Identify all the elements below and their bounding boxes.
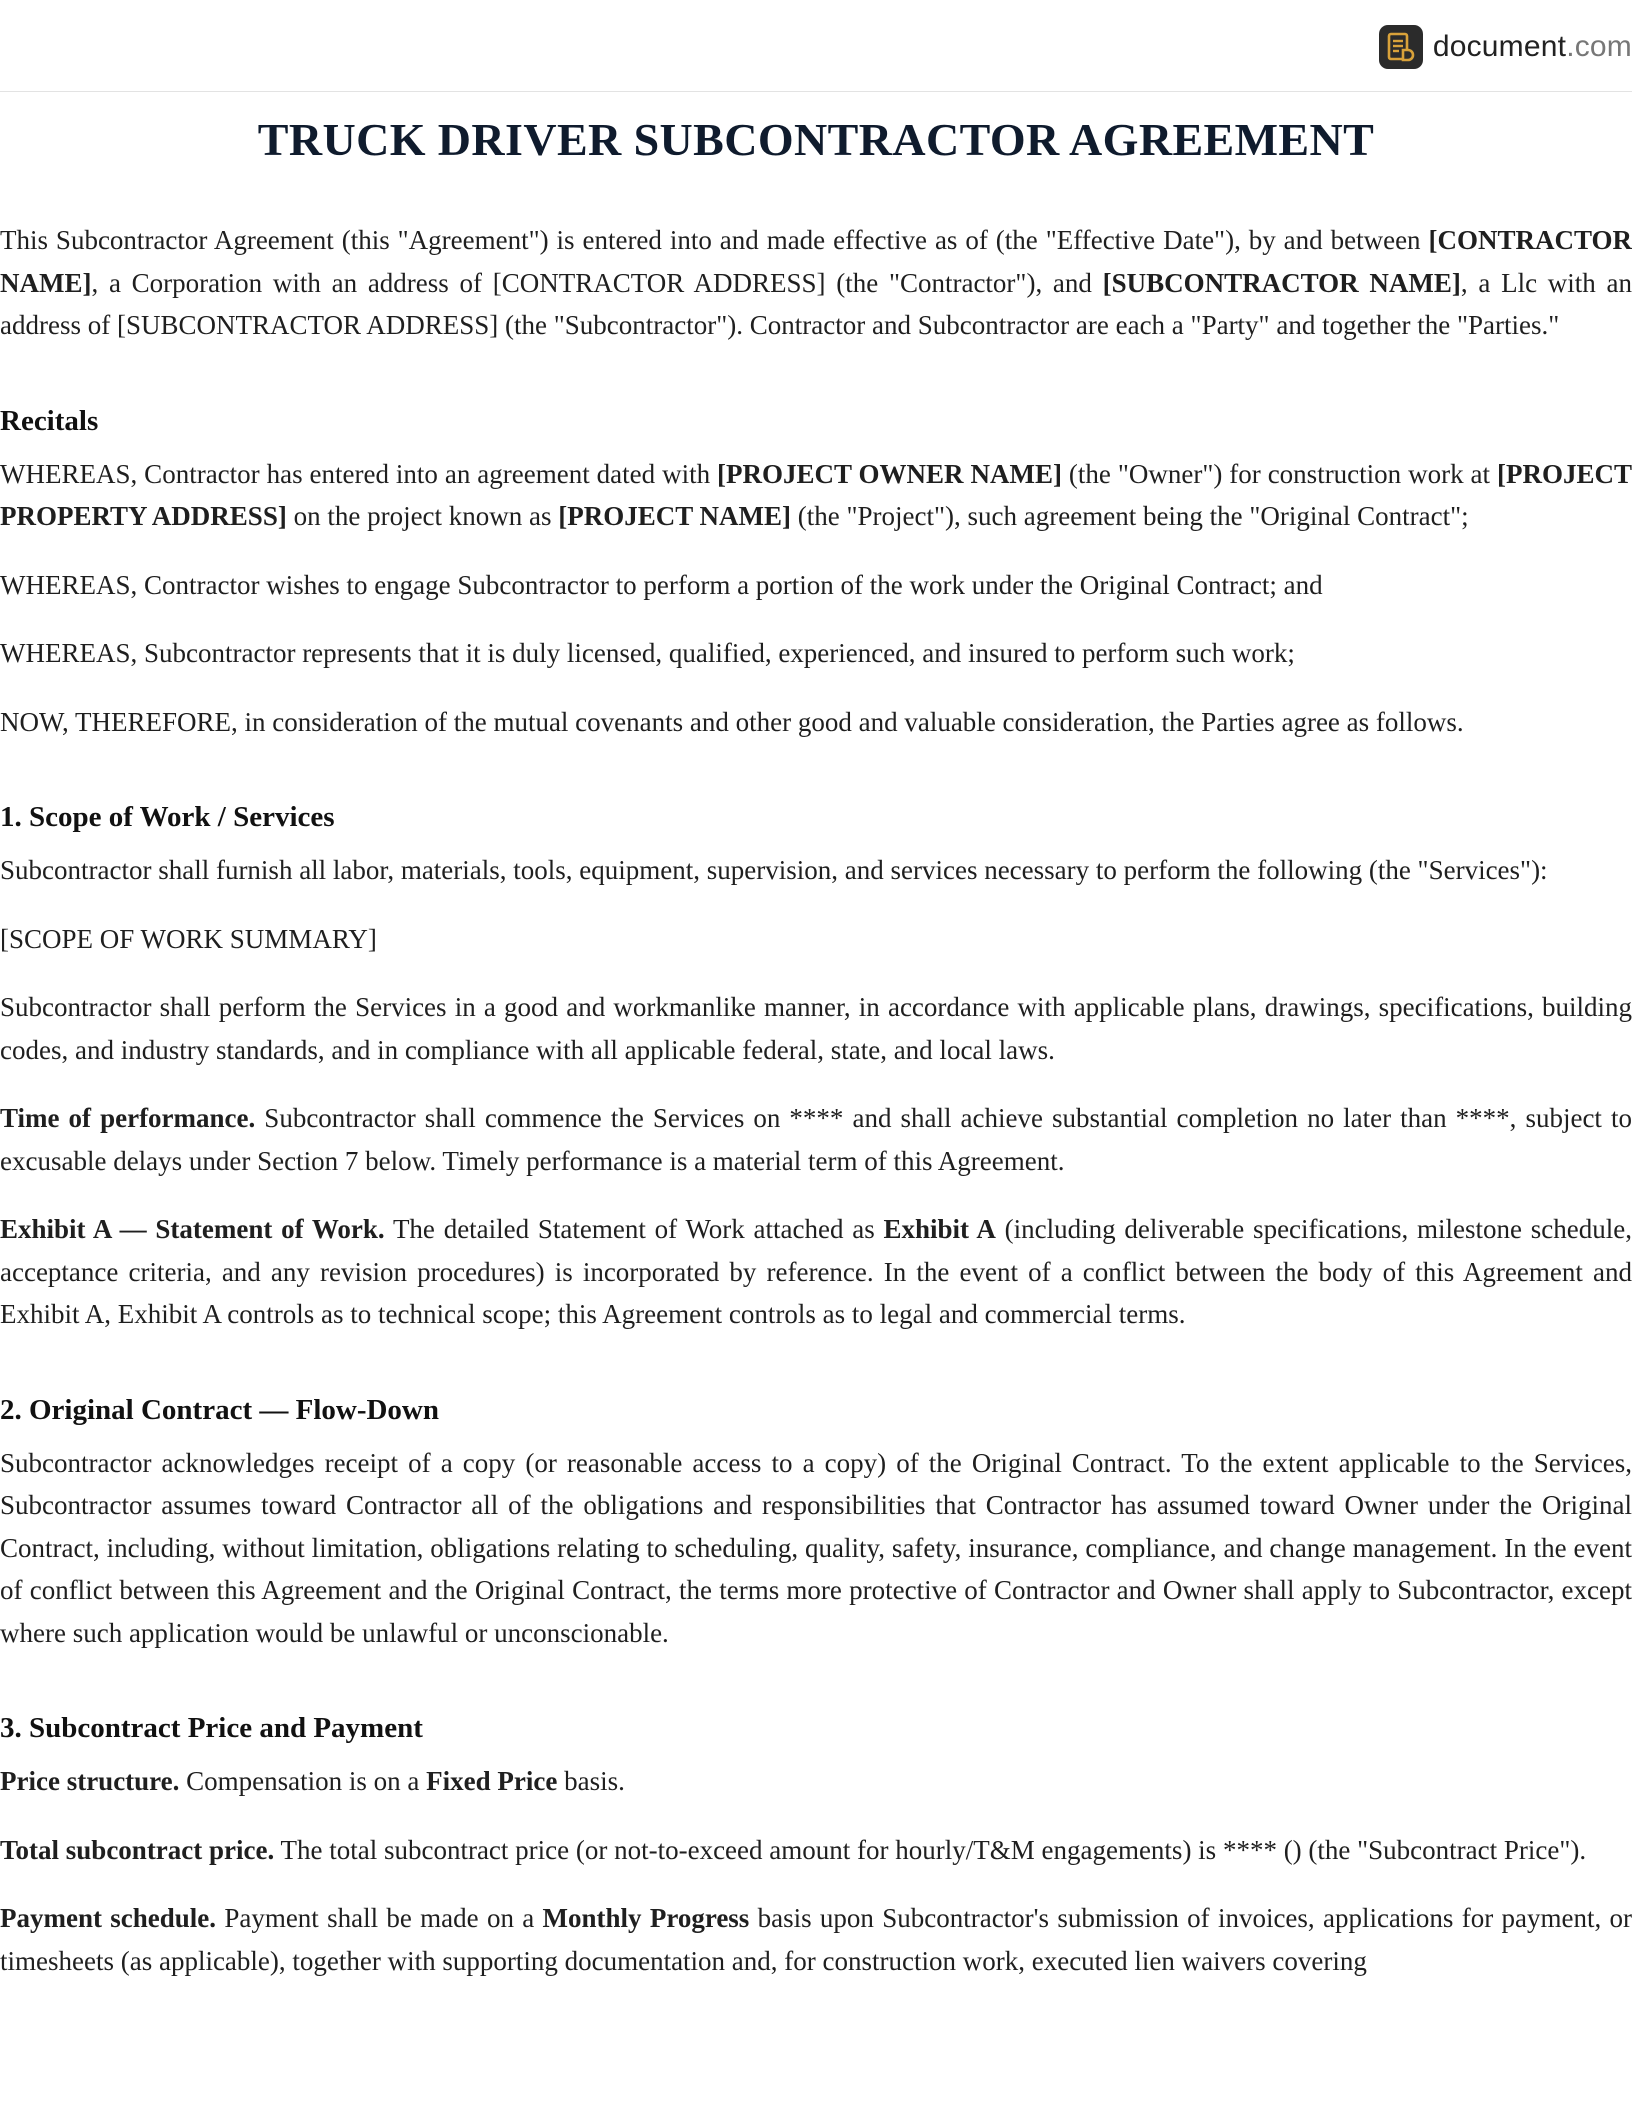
brand-name: document.com <box>1432 30 1632 63</box>
section-1-paragraph-2: [SCOPE OF WORK SUMMARY] <box>0 923 377 954</box>
section-1-paragraph-3: Subcontractor shall perform the Services in a good and workmanlike manner, in accordance with applicable plans, drawings, specifications, building codes, and industry standards, and in compliance with all applicable federal, state, and local laws. <box>0 992 1632 1065</box>
header-bar <box>0 0 1632 92</box>
brand-logo[interactable] <box>1379 24 1632 70</box>
section-3-paragraph-3: Payment schedule. Payment shall be made on a Monthly Progress basis upon Subcontractor's submission of invoices, applications for payment, or timesheets (as applicable), together with supporting documentation and, for construction work, executed lien waivers covering <box>0 1903 1632 1976</box>
page-title: TRUCK DRIVER SUBCONTRACTOR AGREEMENT <box>257 114 1375 165</box>
section-2-paragraph-1: Subcontractor acknowledges receipt of a copy (or reasonable access to a copy) of the Original Contract. To the extent applicable to the Services, Subcontractor assumes toward Contractor all of the obligations and responsibilities that Contractor has assumed toward Owner under the Original Contract, including, without limitation, obligations relating to scheduling, quality, safety, insurance, compliance, and change management. In the event of conflict between this Agreement and the Original Contract, the terms more protective of Contractor and Owner shall apply to Subcontractor, except where such application would be unlawful or unconscionable. <box>0 1447 1632 1648</box>
recital-4: NOW, THEREFORE, in consideration of the mutual covenants and other good and valuable consideration, the Parties agree as follows. <box>0 706 1464 737</box>
section-1-paragraph-5: Exhibit A — Statement of Work. The detailed Statement of Work attached as Exhibit A (including deliverable specifications, milestone schedule, acceptance criteria, and any revision procedures) is incorporated by reference. In the event of a conflict between the body of this Agreement and Exhibit A, Exhibit A controls as to technical scope; this Agreement controls as to legal and commercial terms. <box>0 1214 1632 1329</box>
intro-paragraph: This Subcontractor Agreement (this "Agreement") is entered into and made effective as of (the "Effective Date"), by and between [CONTRACTOR NAME], a Corporation with an address of [CONTRACTOR ADDRESS] (the "Contractor"), and [SUBCONTRACTOR NAME], a Llc with an address of [SUBCONTRACTOR ADDRESS] (the "Subcontractor"). Contractor and Subcontractor are each a "Party" and together the "Parties." <box>0 225 1632 340</box>
recitals-heading: Recitals <box>0 404 99 437</box>
section-2-heading: 2. Original Contract — Flow-Down <box>0 1393 439 1426</box>
section-3-heading: 3. Subcontract Price and Payment <box>0 1712 423 1744</box>
section-1-paragraph-1: Subcontractor shall furnish all labor, materials, tools, equipment, supervision, and services necessary to perform the following (the "Services"): <box>0 855 1548 885</box>
recital-3: WHEREAS, Subcontractor represents that it is duly licensed, qualified, experienced, and insured to perform such work; <box>0 638 1295 668</box>
document-logo-icon <box>1379 25 1423 69</box>
document-body <box>0 104 1632 2008</box>
section-1-heading: 1. Scope of Work / Services <box>0 801 335 833</box>
section-1-paragraph-4: Time of performance. Subcontractor shall commence the Services on **** and shall achieve substantial completion no later than ****, subject to excusable delays under Section 7 below. Timely performance is a material term of this Agreement. <box>0 1103 1632 1176</box>
recital-2: WHEREAS, Contractor wishes to engage Subcontractor to perform a portion of the work under the Original Contract; and <box>0 569 1323 600</box>
section-3-paragraph-1: Price structure. Compensation is on a Fixed Price basis. <box>0 1766 625 1796</box>
section-3-paragraph-2: Total subcontract price. The total subcontract price (or not-to-exceed amount for hourly/T&M engagements) is **** () (the "Subcontract Price"). <box>0 1834 1587 1865</box>
recital-1: WHEREAS, Contractor has entered into an agreement dated with [PROJECT OWNER NAME] (the "Owner") for construction work at [PROJECT PROPERTY ADDRESS] on the project known as [PROJECT NAME] (the "Project"), such agreement being the "Original Contract"; <box>0 458 1632 531</box>
